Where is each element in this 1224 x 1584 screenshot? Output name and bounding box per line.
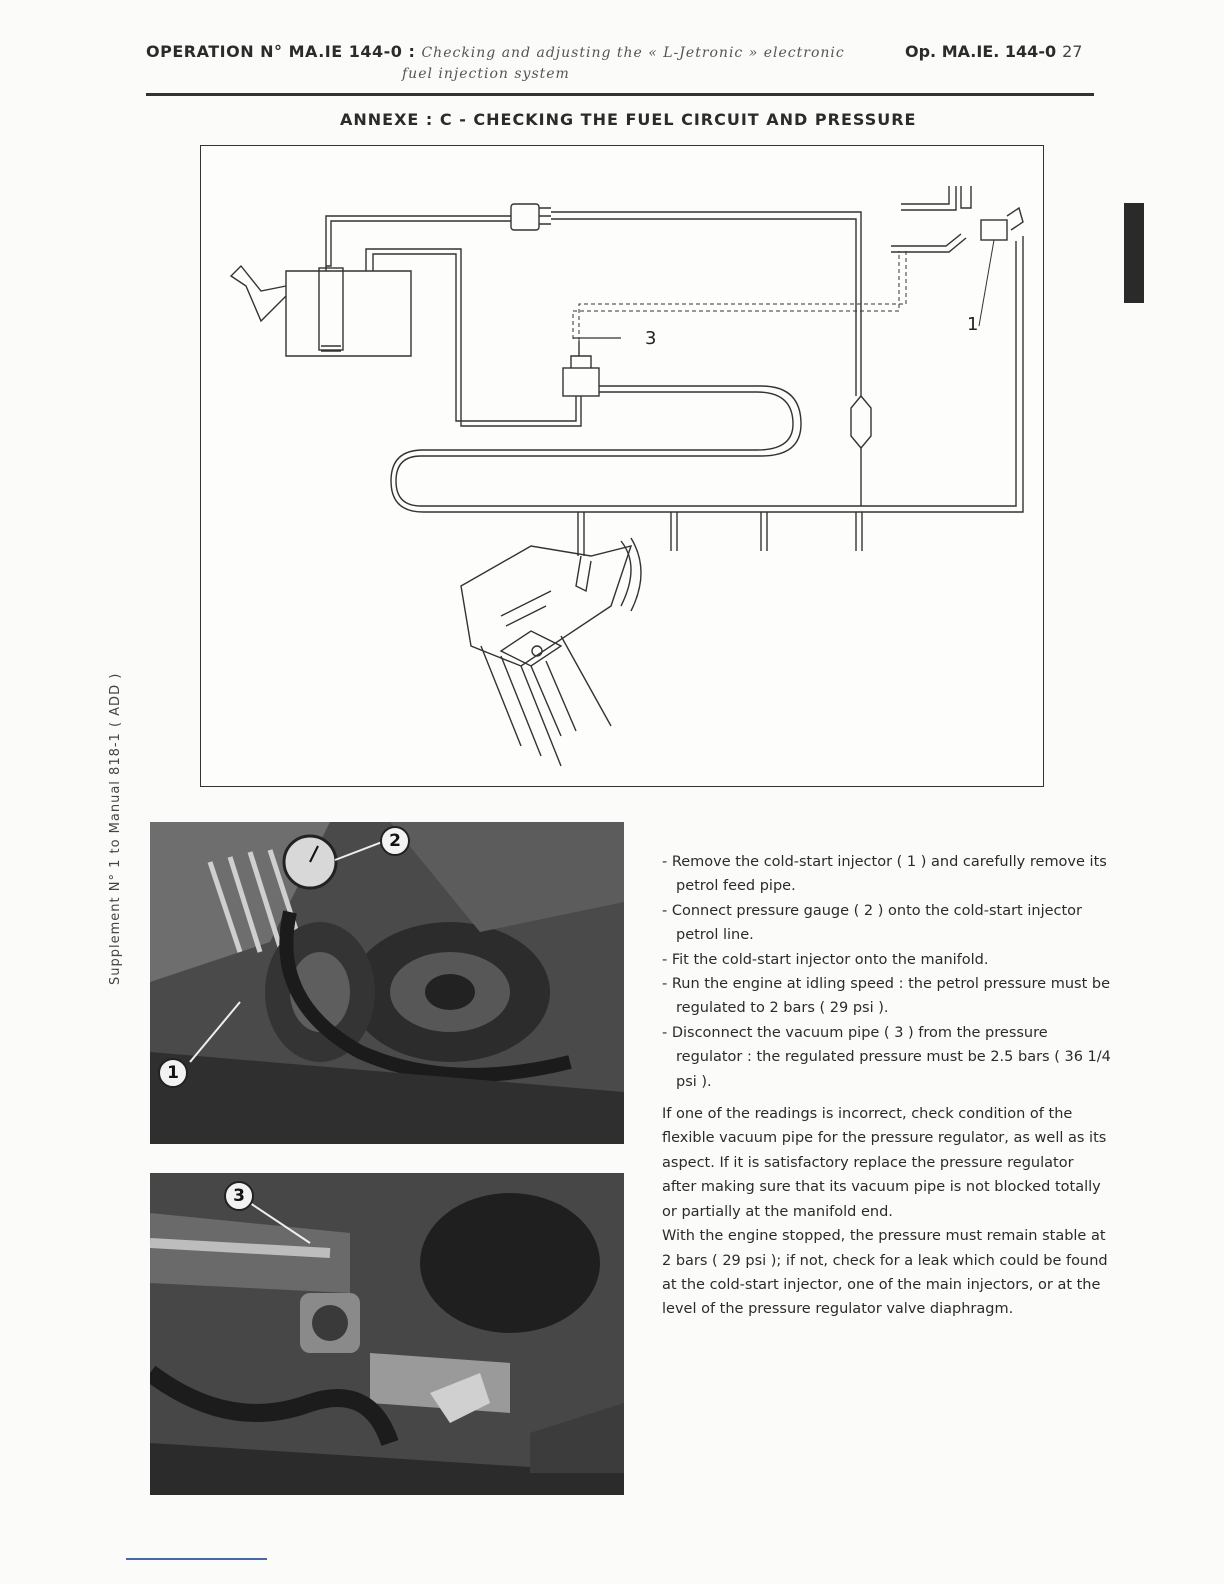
pressure-regulator <box>563 368 599 396</box>
cold-start-injector <box>981 220 1007 240</box>
engine-photo-regulator <box>150 1173 624 1495</box>
photo1-callout-2: 2 <box>380 826 410 856</box>
edge-tab-marker <box>1124 203 1144 303</box>
instruction-step-1: - Remove the cold-start injector ( 1 ) and carefully remove its petrol feed pipe. <box>662 854 1107 895</box>
operation-subtitle-line1: Checking and adjusting the « L-Jetronic » electronic <box>421 45 845 61</box>
engine-photo-gauge <box>150 822 624 1144</box>
main-fuel-filter <box>851 396 871 448</box>
paragraph-incorrect-reading: If one of the readings is incorrect, check condition of the flexible vacuum pipe for the pressure regulator, as well as its aspect. If it is satisfactory replace the pressure regulator after making sure that its vacuum pipe is not blocked totally or partially at the manifold end. <box>662 1106 1107 1220</box>
fuel-pump-in-tank <box>319 268 343 350</box>
photo1-callout-1: 1 <box>158 1058 188 1088</box>
instruction-step-2: - Connect pressure gauge ( 2 ) onto the cold-start injector petrol line. <box>662 902 1083 944</box>
engine-photo-gauge-image <box>150 822 624 1144</box>
annex-title: ANNEXE : C - CHECKING THE FUEL CIRCUIT AND PRESSURE <box>340 110 917 129</box>
injector-nozzle <box>576 556 591 591</box>
fuel-tank <box>286 271 411 356</box>
diagram-label-3: 3 <box>645 328 657 349</box>
engine-photo-regulator-image <box>150 1173 624 1495</box>
footnote-rule <box>126 1558 267 1560</box>
op-ref: Op. MA.IE. 144-0 <box>905 42 1057 61</box>
diagram-label-1: 1 <box>967 314 979 335</box>
instruction-step-3: - Fit the cold-start injector onto the manifold. <box>662 951 989 968</box>
inline-fuel-filter <box>511 204 539 230</box>
piston <box>501 631 561 666</box>
operation-label: OPERATION N° MA.IE 144-0 : <box>146 42 416 61</box>
supplement-side-note: Supplement N° 1 to Manual 818-1 ( ADD ) <box>108 672 123 985</box>
instruction-step-5: - Disconnect the vacuum pipe ( 3 ) from the pressure regulator : the regulated pressure must be 2.5 bars ( 36 1/4 psi ). <box>662 1024 1111 1090</box>
header-operation <box>146 42 845 61</box>
photo2-callout-3: 3 <box>224 1181 254 1211</box>
paragraph-engine-stopped: With the engine stopped, the pressure must remain stable at 2 bars ( 29 psi ); if not, check for a leak which could be found at the cold-start injector, one of the main injectors, or at the level of the pressure regulator valve diaphragm. <box>662 1228 1108 1318</box>
operation-subtitle-line2: fuel injection system <box>402 66 570 82</box>
fuel-circuit-drawing <box>201 146 1045 788</box>
fuel-circuit-diagram <box>200 145 1044 787</box>
leader-line-1 <box>979 240 994 326</box>
header-rule <box>146 93 1094 96</box>
tank-filler-neck <box>231 266 286 321</box>
page-number: 27 <box>1062 42 1083 61</box>
instruction-step-4: - Run the engine at idling speed : the petrol pressure must be regulated to 2 bars ( 29 psi ). <box>662 976 1110 1017</box>
instruction-text <box>662 850 1112 1322</box>
header-op-ref <box>905 42 1082 61</box>
